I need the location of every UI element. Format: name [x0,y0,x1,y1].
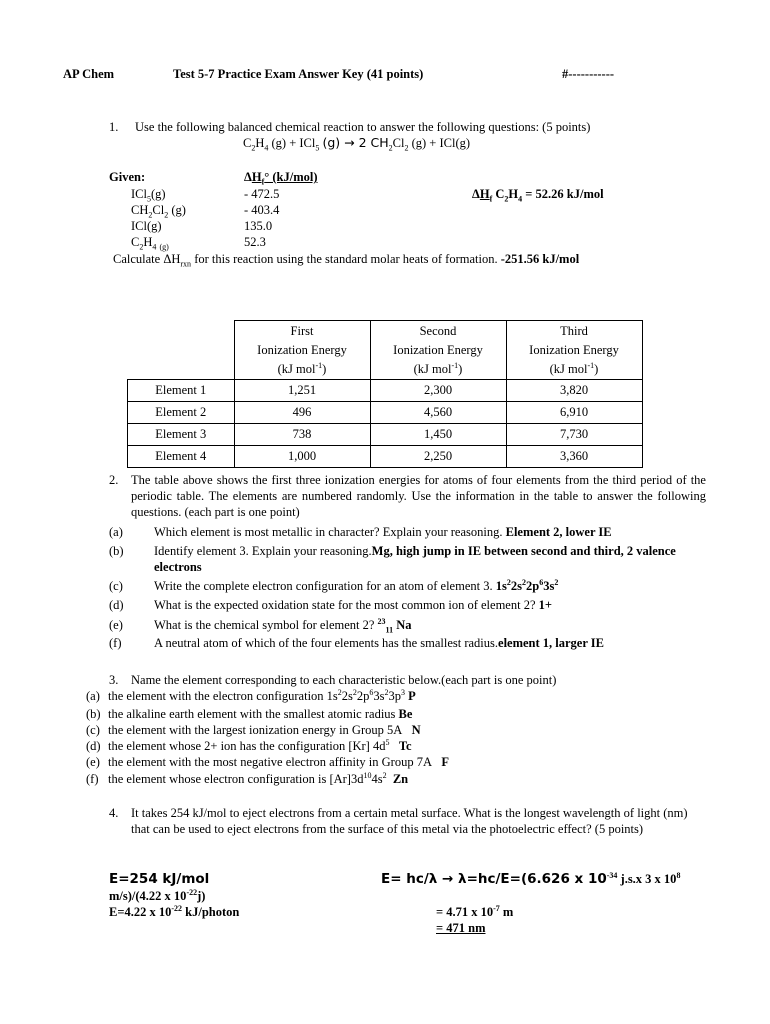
cell: 738 [234,424,370,446]
species-icl5: ICl$_5$(g) [131,187,166,204]
row-label: Element 1 [128,380,235,402]
table-row [128,402,643,424]
cell: 1,000 [234,446,370,468]
q2-number: 2. [109,473,119,487]
q3b-label: (b) [86,707,101,721]
value-icl: 135.0 [244,219,273,233]
q4-number: 4. [109,806,119,820]
cell: 7,730 [506,424,642,446]
q4-prompt: It takes 254 kJ/mol to eject electrons from a certain metal surface. What is the longest wavelength of light (nm) that can be used to eject electrons from the surface of this metal via the photoelectric effect? (5 points) [131,806,688,836]
q2d-answer: 1+ [538,598,552,612]
q2c-label: (c) [109,579,123,593]
student-number-field: #----------- [562,67,615,81]
cell: 3,360 [506,446,642,468]
cell: 4,560 [370,402,506,424]
q3b-answer: Be [398,707,413,721]
q3a-label: (a) [86,689,100,703]
q1-calc-line: Calculate $\Delta H_{rxn}$ for this reaction using the standard molar heats of formation. -251.56 kJ/mol [113,252,580,269]
q4-answer-nm: = 471 nm [436,921,486,935]
q2b-label: (b) [109,544,124,558]
q3f-answer: Zn [392,772,409,786]
value-icl5: - 472.5 [244,187,280,201]
value-c2h4: 52.3 [244,235,266,249]
species-ch2cl2: $CH_2Cl_2$ (g) [131,203,186,220]
header-second-ie: Second Ionization Energy (kJ mol$^{-1}$) [370,321,506,380]
q1-answer: -251.56 kJ/mol [500,252,580,266]
given-label: Given: [109,170,146,184]
q3e-text: the element with the most negative electron affinity in Group 7A F [108,755,450,769]
row-label: Element 4 [128,446,235,468]
ionization-energy-table [127,320,643,468]
species-icl: ICl(g) [131,219,162,233]
q3d-answer: Tc [398,739,412,753]
q3b-text: the alkaline earth element with the smallest atomic radius Be [108,707,413,721]
cell: 6,910 [506,402,642,424]
q2a-label: (a) [109,525,123,539]
q3f-text: the element whose electron configuration is $[Ar]3d^{10}4s^2$ Zn [108,770,409,786]
table-corner [128,321,235,380]
q2d-text: What is the expected oxidation state for the most common ion of element 2? 1+ [154,598,552,612]
q2f-label: (f) [109,636,122,650]
q3c-answer: N [411,723,421,737]
q3-intro: Name the element corresponding to each characteristic below.(each part is one point) [131,673,557,687]
table-row [128,380,643,402]
q4-energy-given: E=254 kJ/mol [109,871,210,887]
q3a-answer: P [408,689,416,703]
cell: 2,300 [370,380,506,402]
q2-intro: The table above shows the first three ionization energies for atoms of four elements from the third period of the periodic table. The elements are numbered randomly. Use the information in the table to answer the following questions. (each part is one point) [131,473,706,519]
q3f-label: (f) [86,772,99,786]
header-first-ie: First Ionization Energy (kJ mol$^{-1}$) [234,321,370,380]
q2a-answer: Element 2, lower IE [505,525,612,539]
q3d-label: (d) [86,739,101,753]
document-title: Test 5-7 Practice Exam Answer Key (41 points) [173,67,424,81]
q1-reaction: $C_2H_4$ (g) + ICl$_5$ (g) → 2 $CH_2Cl_2$ (g) + ICl(g) [243,135,471,153]
q4-step-2: E=4.22 x $10^{-22}$ kJ/photon [109,903,240,919]
header-third-ie: Third Ionization Energy (kJ mol$^{-1}$) [506,321,642,380]
cell: 1,450 [370,424,506,446]
enthalpy-column-header: $\Delta H_f^\circ$ (kJ/mol) [244,170,318,187]
q3a-text: the element with the electron configuration $1s^22s^22p^63s^23p^3$ P [108,687,416,703]
side-note-c2h4: $\Delta H_f$ $C_2H_4 = 52.26$ kJ/mol [472,187,604,204]
cell: 1,251 [234,380,370,402]
q3d-text: the element whose 2+ ion has the configuration [Kr] $4d^5$ Tc [108,737,412,753]
q2c-text: Write the complete electron configuration for an atom of element 3. $1s^22s^22p^63s^2$ [154,577,559,593]
species-c2h4: $C_2H_4$ $_{(g)}$ [131,235,169,252]
q3c-text: the element with the largest ionization energy in Group 5A N [108,723,421,737]
table-row [128,446,643,468]
q1-number: 1. [109,120,119,134]
q4-answer-m: = 4.71 x $10^{-7}$ m [436,903,514,919]
cell: 3,820 [506,380,642,402]
q2a-text: Which element is most metallic in character? Explain your reasoning. Element 2, lower IE [154,525,612,539]
q4-step-1: m/s)/(4.22 x $10^{-22}j$) [109,887,206,903]
course-label: AP Chem [63,67,115,81]
q2b-answer: Mg, high jump in IE between second and third, 2 valence electrons [154,544,676,574]
cell: 496 [234,402,370,424]
q3-number: 3. [109,673,119,687]
q2f-text: A neutral atom of which of the four elements has the smallest radius.element 1, larger IE [154,636,605,650]
q4-formula: E= hc/λ → λ=hc/E=(6.626 x $10^{-34}$ j.s.x 3 x $10^8$ [381,870,681,887]
table-row [128,424,643,446]
q2d-label: (d) [109,598,124,612]
q3c-label: (c) [86,723,100,737]
q2e-answer: $^{23}_{11}$ Na [377,616,412,635]
q3e-label: (e) [86,755,100,769]
q2b-text: Identify element 3. Explain your reasoning.Mg, high jump in IE between second and third, 2 valence electrons [154,544,676,574]
row-label: Element 3 [128,424,235,446]
q1-prompt: Use the following balanced chemical reaction to answer the following questions: (5 points) [135,120,591,134]
q2e-text: What is the chemical symbol for element 2? $^{23}_{11}$ Na [154,616,412,635]
q2c-answer: $1s^22s^22p^63s^2$ [495,577,559,593]
value-ch2cl2: - 403.4 [244,203,280,217]
q3e-answer: F [441,755,450,769]
cell: 2,250 [370,446,506,468]
row-label: Element 2 [128,402,235,424]
q2e-label: (e) [109,618,123,632]
q2f-answer: element 1, larger IE [498,636,605,650]
